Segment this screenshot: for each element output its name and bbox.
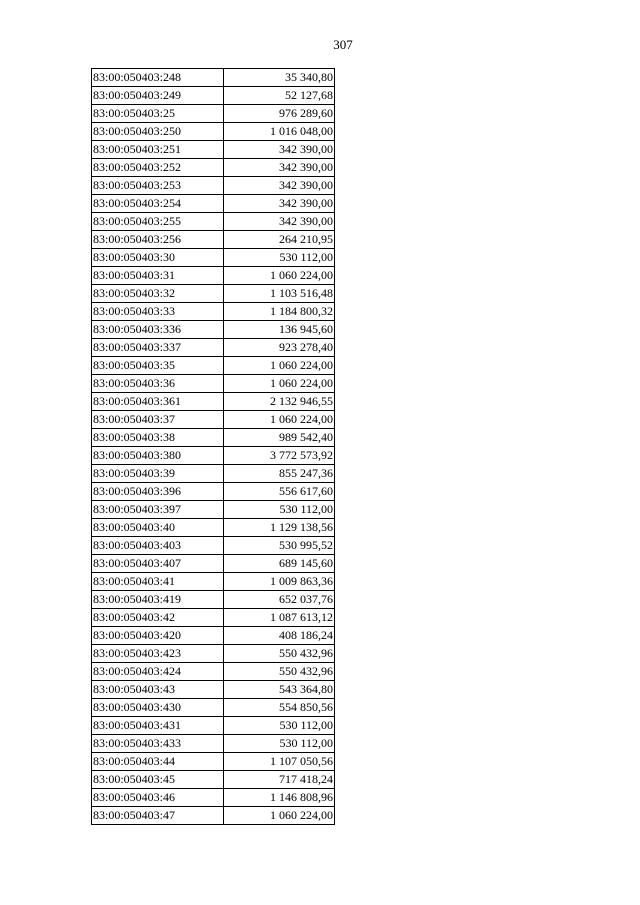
cadastral-number-cell: 83:00:050403:47 [92,807,224,825]
value-cell: 554 850,56 [224,699,335,717]
cadastral-number-cell: 83:00:050403:248 [92,69,224,87]
table-row [92,339,335,357]
value-cell: 1 103 516,48 [224,285,335,303]
value-cell: 1 060 224,00 [224,267,335,285]
value-cell: 717 418,24 [224,771,335,789]
table-row [92,231,335,249]
table-row [92,609,335,627]
table-row [92,771,335,789]
value-cell: 530 995,52 [224,537,335,555]
cadastral-number-cell: 83:00:050403:44 [92,753,224,771]
table-body [92,69,335,825]
value-cell: 3 772 573,92 [224,447,335,465]
cadastral-number-cell: 83:00:050403:254 [92,195,224,213]
cadastral-number-cell: 83:00:050403:33 [92,303,224,321]
value-cell: 1 016 048,00 [224,123,335,141]
cadastral-number-cell: 83:00:050403:430 [92,699,224,717]
table-row [92,411,335,429]
table-row [92,267,335,285]
cadastral-number-cell: 83:00:050403:37 [92,411,224,429]
value-cell: 1 060 224,00 [224,411,335,429]
table-row [92,465,335,483]
table-row [92,177,335,195]
value-cell: 550 432,96 [224,645,335,663]
value-cell: 1 087 613,12 [224,609,335,627]
table-row [92,645,335,663]
table-row [92,447,335,465]
cadastral-number-cell: 83:00:050403:256 [92,231,224,249]
table-row [92,699,335,717]
cadastral-number-cell: 83:00:050403:40 [92,519,224,537]
table-row [92,555,335,573]
cadastral-number-cell: 83:00:050403:433 [92,735,224,753]
value-cell: 550 432,96 [224,663,335,681]
cadastral-number-cell: 83:00:050403:251 [92,141,224,159]
cadastral-number-cell: 83:00:050403:431 [92,717,224,735]
table-row [92,213,335,231]
cadastral-number-cell: 83:00:050403:31 [92,267,224,285]
table-row [92,303,335,321]
table-row [92,807,335,825]
value-cell: 342 390,00 [224,141,335,159]
cadastral-value-table [91,68,335,825]
cadastral-number-cell: 83:00:050403:35 [92,357,224,375]
cadastral-number-cell: 83:00:050403:420 [92,627,224,645]
cadastral-number-cell: 83:00:050403:41 [92,573,224,591]
value-cell: 408 186,24 [224,627,335,645]
value-cell: 342 390,00 [224,213,335,231]
table-row [92,753,335,771]
value-cell: 1 129 138,56 [224,519,335,537]
cadastral-number-cell: 83:00:050403:419 [92,591,224,609]
value-cell: 342 390,00 [224,159,335,177]
cadastral-number-cell: 83:00:050403:250 [92,123,224,141]
table-row [92,123,335,141]
value-cell: 2 132 946,55 [224,393,335,411]
cadastral-number-cell: 83:00:050403:336 [92,321,224,339]
table-row [92,195,335,213]
cadastral-number-cell: 83:00:050403:337 [92,339,224,357]
cadastral-number-cell: 83:00:050403:42 [92,609,224,627]
cadastral-number-cell: 83:00:050403:397 [92,501,224,519]
table-row [92,69,335,87]
table-row [92,141,335,159]
value-cell: 530 112,00 [224,717,335,735]
table-row [92,357,335,375]
table-row [92,519,335,537]
value-cell: 652 037,76 [224,591,335,609]
table-row [92,87,335,105]
table-row [92,393,335,411]
value-cell: 530 112,00 [224,735,335,753]
table-row [92,483,335,501]
cadastral-number-cell: 83:00:050403:403 [92,537,224,555]
cadastral-number-cell: 83:00:050403:43 [92,681,224,699]
table-row [92,627,335,645]
cadastral-number-cell: 83:00:050403:252 [92,159,224,177]
table-row [92,735,335,753]
value-cell: 1 184 800,32 [224,303,335,321]
cadastral-number-cell: 83:00:050403:30 [92,249,224,267]
value-cell: 1 060 224,00 [224,357,335,375]
table-row [92,573,335,591]
table-row [92,159,335,177]
value-cell: 342 390,00 [224,177,335,195]
table-row [92,105,335,123]
table-row [92,501,335,519]
value-cell: 855 247,36 [224,465,335,483]
cadastral-number-cell: 83:00:050403:396 [92,483,224,501]
table-row [92,321,335,339]
table-row [92,537,335,555]
value-cell: 543 364,80 [224,681,335,699]
value-cell: 1 146 808,96 [224,789,335,807]
cadastral-number-cell: 83:00:050403:46 [92,789,224,807]
value-cell: 1 060 224,00 [224,807,335,825]
table-row [92,429,335,447]
value-cell: 976 289,60 [224,105,335,123]
value-cell: 342 390,00 [224,195,335,213]
cadastral-number-cell: 83:00:050403:249 [92,87,224,105]
cadastral-number-cell: 83:00:050403:25 [92,105,224,123]
cadastral-number-cell: 83:00:050403:36 [92,375,224,393]
cadastral-number-cell: 83:00:050403:38 [92,429,224,447]
value-cell: 689 145,60 [224,555,335,573]
page-number: 307 [333,37,353,52]
value-cell: 1 107 050,56 [224,753,335,771]
value-cell: 35 340,80 [224,69,335,87]
cadastral-number-cell: 83:00:050403:424 [92,663,224,681]
cadastral-number-cell: 83:00:050403:32 [92,285,224,303]
cadastral-number-cell: 83:00:050403:380 [92,447,224,465]
cadastral-number-cell: 83:00:050403:39 [92,465,224,483]
value-cell: 1 060 224,00 [224,375,335,393]
value-cell: 923 278,40 [224,339,335,357]
cadastral-number-cell: 83:00:050403:407 [92,555,224,573]
cadastral-number-cell: 83:00:050403:45 [92,771,224,789]
table-row [92,681,335,699]
value-cell: 1 009 863,36 [224,573,335,591]
value-cell: 530 112,00 [224,501,335,519]
value-cell: 264 210,95 [224,231,335,249]
value-cell: 989 542,40 [224,429,335,447]
value-cell: 530 112,00 [224,249,335,267]
table-row [92,375,335,393]
value-cell: 556 617,60 [224,483,335,501]
table-row [92,717,335,735]
table-row [92,285,335,303]
cadastral-number-cell: 83:00:050403:253 [92,177,224,195]
cadastral-number-cell: 83:00:050403:423 [92,645,224,663]
table-row [92,663,335,681]
cadastral-number-cell: 83:00:050403:255 [92,213,224,231]
value-cell: 136 945,60 [224,321,335,339]
cadastral-number-cell: 83:00:050403:361 [92,393,224,411]
table-row [92,789,335,807]
table-row [92,591,335,609]
table-row [92,249,335,267]
value-cell: 52 127,68 [224,87,335,105]
